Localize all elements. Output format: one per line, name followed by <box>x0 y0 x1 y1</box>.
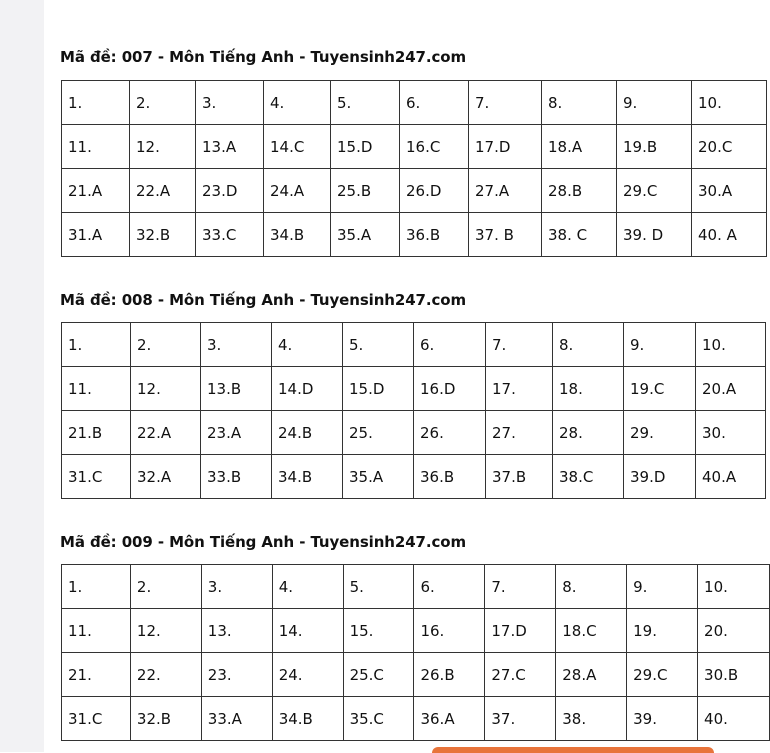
answer-cell: 13.B <box>201 367 272 411</box>
answer-cell: 13.A <box>196 125 264 169</box>
answer-cell: 20. <box>698 609 770 653</box>
answer-cell: 16. <box>414 609 485 653</box>
answer-cell: 22. <box>130 653 201 697</box>
answer-cell: 34.B <box>272 697 343 741</box>
answer-cell: 12. <box>130 125 196 169</box>
answer-cell: 22.A <box>130 169 196 213</box>
answer-cell: 8. <box>553 323 624 367</box>
answer-cell: 8. <box>542 81 617 125</box>
answer-cell: 19.B <box>617 125 692 169</box>
answer-cell: 29.C <box>617 169 692 213</box>
answer-cell: 17.D <box>469 125 542 169</box>
answer-cell: 7. <box>469 81 542 125</box>
answer-cell: 25.B <box>331 169 400 213</box>
answer-cell: 30.B <box>698 653 770 697</box>
answer-cell: 10. <box>696 323 766 367</box>
answer-cell: 35.A <box>343 455 414 499</box>
answer-cell: 12. <box>130 609 201 653</box>
answer-cell: 19.C <box>624 367 696 411</box>
answer-cell: 11. <box>62 367 131 411</box>
answer-cell: 39. <box>627 697 698 741</box>
answer-cell: 7. <box>486 323 553 367</box>
answer-cell: 9. <box>617 81 692 125</box>
answer-cell: 34.B <box>264 213 331 257</box>
answer-cell: 32.A <box>131 455 201 499</box>
answer-cell: 13. <box>201 609 272 653</box>
answer-cell: 26. <box>414 411 486 455</box>
answer-cell: 10. <box>692 81 767 125</box>
answer-cell: 29. <box>624 411 696 455</box>
answer-cell: 33.B <box>201 455 272 499</box>
answer-cell: 27.C <box>485 653 556 697</box>
answer-cell: 37. <box>485 697 556 741</box>
answer-cell: 15. <box>343 609 414 653</box>
answer-cell: 16.C <box>400 125 469 169</box>
answer-cell: 30. <box>696 411 766 455</box>
answer-cell: 14. <box>272 609 343 653</box>
table-row <box>62 213 767 257</box>
answer-table-007 <box>61 80 767 257</box>
answer-cell: 3. <box>201 565 272 609</box>
answer-cell: 20.A <box>696 367 766 411</box>
answer-cell: 6. <box>414 323 486 367</box>
section-title-008: Mã đề: 008 - Môn Tiếng Anh - Tuyensinh247.com <box>60 291 466 309</box>
answer-cell: 12. <box>131 367 201 411</box>
answer-cell: 11. <box>62 125 130 169</box>
answer-cell: 15.D <box>343 367 414 411</box>
section-title-007: Mã đề: 007 - Môn Tiếng Anh - Tuyensinh247.com <box>60 48 466 66</box>
answer-cell: 37. B <box>469 213 542 257</box>
answer-cell: 16.D <box>414 367 486 411</box>
table-row <box>62 697 770 741</box>
answer-cell: 4. <box>272 565 343 609</box>
answer-cell: 18.C <box>556 609 627 653</box>
answer-cell: 23.A <box>201 411 272 455</box>
answer-cell: 35.C <box>343 697 414 741</box>
answer-cell: 36.A <box>414 697 485 741</box>
answer-cell: 17.D <box>485 609 556 653</box>
table-row <box>62 125 767 169</box>
answer-cell: 5. <box>343 323 414 367</box>
answer-cell: 7. <box>485 565 556 609</box>
table-row <box>62 367 766 411</box>
table-row <box>62 81 767 125</box>
answer-cell: 31.C <box>62 697 131 741</box>
table-row <box>62 455 766 499</box>
answer-cell: 36.B <box>400 213 469 257</box>
answer-cell: 4. <box>264 81 331 125</box>
answer-cell: 15.D <box>331 125 400 169</box>
answer-cell: 21.B <box>62 411 131 455</box>
answer-cell: 2. <box>130 81 196 125</box>
answer-cell: 3. <box>201 323 272 367</box>
answer-cell: 21. <box>62 653 131 697</box>
section-title-009: Mã đề: 009 - Môn Tiếng Anh - Tuyensinh247.com <box>60 533 466 551</box>
answer-table-009 <box>61 564 770 741</box>
answer-cell: 14.C <box>264 125 331 169</box>
answer-cell: 23.D <box>196 169 264 213</box>
answer-cell: 35.A <box>331 213 400 257</box>
orange-banner-edge <box>432 747 714 753</box>
answer-cell: 28. <box>553 411 624 455</box>
answer-cell: 24.A <box>264 169 331 213</box>
answer-cell: 2. <box>131 323 201 367</box>
answer-cell: 17. <box>486 367 553 411</box>
answer-cell: 33.A <box>201 697 272 741</box>
answer-cell: 40. <box>698 697 770 741</box>
answer-cell: 27.A <box>469 169 542 213</box>
answer-cell: 22.A <box>131 411 201 455</box>
answer-cell: 5. <box>343 565 414 609</box>
answer-cell: 9. <box>627 565 698 609</box>
answer-cell: 2. <box>130 565 201 609</box>
table-row <box>62 609 770 653</box>
answer-cell: 6. <box>400 81 469 125</box>
answer-cell: 25. <box>343 411 414 455</box>
table-row <box>62 565 770 609</box>
answer-cell: 34.B <box>272 455 343 499</box>
answer-cell: 26.D <box>400 169 469 213</box>
answer-cell: 25.C <box>343 653 414 697</box>
answer-cell: 28.B <box>542 169 617 213</box>
answer-cell: 40. A <box>692 213 767 257</box>
answer-cell: 36.B <box>414 455 486 499</box>
answer-cell: 30.A <box>692 169 767 213</box>
answer-cell: 20.C <box>692 125 767 169</box>
answer-cell: 39. D <box>617 213 692 257</box>
answer-cell: 31.A <box>62 213 130 257</box>
answer-cell: 4. <box>272 323 343 367</box>
answer-cell: 3. <box>196 81 264 125</box>
answer-cell: 1. <box>62 323 131 367</box>
answer-cell: 9. <box>624 323 696 367</box>
answer-cell: 26.B <box>414 653 485 697</box>
answer-cell: 29.C <box>627 653 698 697</box>
answer-cell: 18. <box>553 367 624 411</box>
answer-cell: 24.B <box>272 411 343 455</box>
table-row <box>62 323 766 367</box>
answer-cell: 38. <box>556 697 627 741</box>
answer-cell: 40.A <box>696 455 766 499</box>
answer-cell: 31.C <box>62 455 131 499</box>
table-row <box>62 653 770 697</box>
answer-cell: 37.B <box>486 455 553 499</box>
answer-cell: 18.A <box>542 125 617 169</box>
answer-table-008 <box>61 322 766 499</box>
answer-cell: 14.D <box>272 367 343 411</box>
answer-cell: 21.A <box>62 169 130 213</box>
answer-cell: 1. <box>62 565 131 609</box>
answer-cell: 38.C <box>553 455 624 499</box>
answer-cell: 39.D <box>624 455 696 499</box>
answer-cell: 32.B <box>130 213 196 257</box>
answer-cell: 11. <box>62 609 131 653</box>
answer-cell: 6. <box>414 565 485 609</box>
answer-cell: 1. <box>62 81 130 125</box>
answer-cell: 27. <box>486 411 553 455</box>
answer-cell: 5. <box>331 81 400 125</box>
left-gutter <box>0 0 44 752</box>
answer-cell: 8. <box>556 565 627 609</box>
answer-cell: 33.C <box>196 213 264 257</box>
answer-cell: 38. C <box>542 213 617 257</box>
answer-cell: 23. <box>201 653 272 697</box>
table-row <box>62 169 767 213</box>
answer-cell: 28.A <box>556 653 627 697</box>
answer-cell: 24. <box>272 653 343 697</box>
answer-cell: 10. <box>698 565 770 609</box>
answer-cell: 32.B <box>130 697 201 741</box>
table-row <box>62 411 766 455</box>
answer-cell: 19. <box>627 609 698 653</box>
